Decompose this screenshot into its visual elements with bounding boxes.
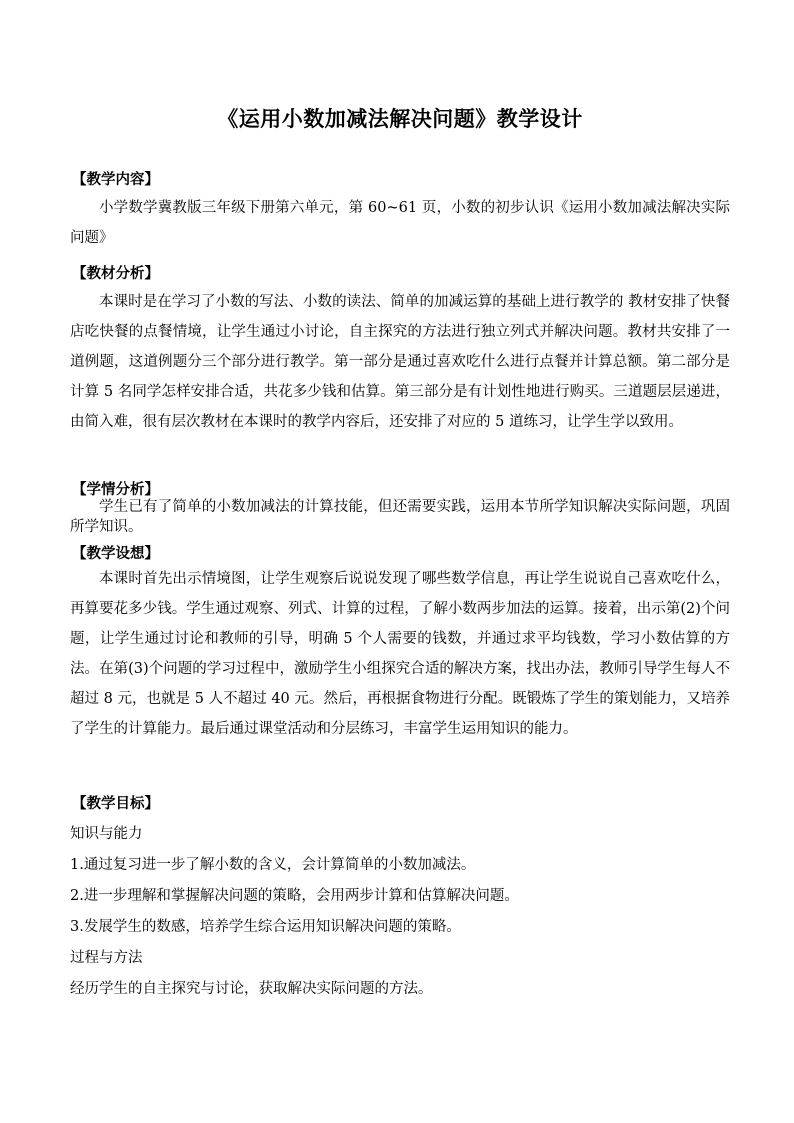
goal-item: 1.通过复习进一步了解小数的含义，会计算简单的小数加减法。 (70, 857, 476, 873)
section-heading-material-analysis: 【教材分析】 (72, 266, 159, 282)
section-heading-teaching-concept: 【教学设想】 (72, 546, 159, 562)
section-text-material-analysis: 本课时是在学习了小数的写法、小数的读法、简单的加减运算的基础上进行教学的 教材安排了快餐店吃快餐的点餐情境，让学生通过小讨论，自主探究的方法进行独立列式并解决问题。教材共安排了一道例题，这道例题分三个部分进行教学。第一部分是通过喜欢吃什么进行点餐并计算总额。第二部分是计算 5 名同学怎样安排合适，共花多少钱和估算。第三部分是有计划性地进行购买。三道题层层递进，由简入难，很有层次教材在本课时的教学内容后，还安排了对应的 5 道练习，让学生学以致用。 (70, 294, 730, 430)
section-heading-teaching-goals: 【教学目标】 (72, 796, 159, 812)
goal-item: 3.发展学生的数感，培养学生综合运用知识解决问题的策略。 (70, 919, 461, 935)
section-heading-student-analysis: 【学情分析】 (72, 482, 159, 498)
goal-item: 经历学生的自主探究与讨论，获取解决实际问题的方法。 (70, 981, 433, 997)
section-text-content: 小学数学冀教版三年级下册第六单元，第 60~61 页，小数的初步认识《运用小数加减法解决实际问题》 (70, 200, 730, 246)
section-text-student-analysis: 学生已有了简单的小数加减法的计算技能，但还需要实践，运用本节所学知识解决实际问题，巩固所学知识。 (70, 499, 730, 535)
document-title: 《运用小数加减法解决问题》教学设计 (217, 107, 583, 131)
goal-item: 2.进一步理解和掌握解决问题的策略，会用两步计算和估算解决问题。 (70, 888, 519, 904)
section-heading-content: 【教学内容】 (72, 172, 159, 188)
document-page (70, 0, 730, 1123)
goal-subheading-knowledge: 知识与能力 (70, 826, 143, 842)
section-text-teaching-concept: 本课时首先出示情境图，让学生观察后说说发现了哪些数学信息，再让学生说说自己喜欢吃什么，再算要花多少钱。学生通过观察、列式、计算的过程，了解小数两步加法的运算。接着，出示第(2)个问题，让学生通过讨论和教师的引导，明确 5 个人需要的钱数，并通过求平均钱数，学习小数估算的方法。在第(3)个问题的学习过程中，激励学生小组探究合适的解决方案，找出办法，教师引导学生每人不超过 8 元，也就是 5 人不超过 40 元。然后，再根据食物进行分配。既锻炼了学生的策划能力，又培养了学生的计算能力。最后通过课堂活动和分层练习，丰富学生运用知识的能力。 (70, 571, 730, 737)
goal-subheading-process: 过程与方法 (70, 950, 143, 966)
